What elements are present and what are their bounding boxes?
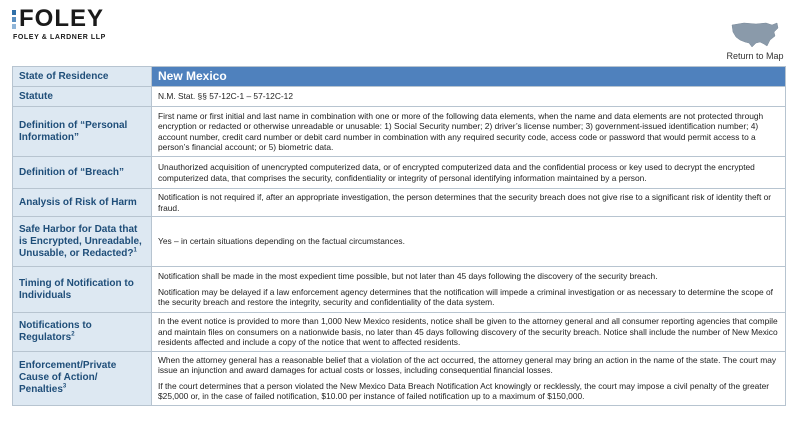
row-label-text: Enforcement/Private Cause of Action/ Penalties (19, 360, 117, 395)
row-value (152, 217, 786, 267)
row-value-paragraph: Notification may be delayed if a law enforcement agency determines that the notification will impede a criminal investigation or as necessary to determine the scope of the security breach and restore the integrity, security and confidentiality of the data system. (158, 286, 773, 308)
row-value-paragraph: Yes – in certain situations depending on the factual circumstances. (158, 236, 405, 247)
row-label (13, 267, 152, 313)
state-law-table (12, 66, 786, 406)
row-label (13, 351, 152, 405)
row-value (152, 189, 786, 217)
row-value-paragraph: Unauthorized acquisition of unencrypted computerized data, or of encrypted computerized data and the confidential process or key used to decrypt the encrypted computerized data, that comprises the security, confidentiality or integrity of personal identifying information maintained by a person. (158, 162, 755, 183)
table-row (13, 87, 786, 107)
row-value-paragraph: First name or first initial and last name in combination with one or more of the following data elements, when the name and data elements are not protected through encryption or redacted or otherwise unreadable or unusable: 1) Social Security number; 2) driver’s license number; 3) government-issued identification number; 4) account number, credit card number or debit card number in combination with any required security code, access code or password that would permit access to a person’s financial account; or 5) biometric data. (158, 110, 764, 152)
table-row (13, 157, 786, 189)
row-label-text: Timing of Notification to Individuals (19, 277, 134, 301)
state-name-cell (152, 67, 786, 87)
row-value (152, 87, 786, 107)
row-label (13, 107, 152, 157)
row-label-text: State of Residence (19, 70, 109, 82)
row-label (13, 189, 152, 217)
row-value-paragraph: In the event notice is provided to more than 1,000 New Mexico residents, notice shall be given to the attorney general and all consumer reporting agencies that compile and maintain files on consumers on a nationwide basis, no later than 45 days following discovery of the security breach. Notice shall include the number of New Mexico residents affected and include a copy of the notice that went to affected residents. (158, 316, 778, 347)
row-label (13, 67, 152, 87)
row-label (13, 217, 152, 267)
row-value (152, 267, 786, 313)
table-row (13, 189, 786, 217)
table-row (13, 107, 786, 157)
footnote-ref: 3 (62, 383, 67, 390)
table-row (13, 351, 786, 405)
logo-subtitle: FOLEY & LARDNER LLP (13, 34, 106, 41)
row-value (152, 313, 786, 352)
footnote-ref: 1 (133, 247, 137, 254)
row-label-text: Safe Harbor for Data that is Encrypted, Unreadable, Unusable, or Redacted? (19, 223, 142, 259)
row-value-paragraph: Notification shall be made in the most expedient time possible, but not later than 45 days following the discovery of the security breach. (158, 271, 658, 282)
return-to-map-link[interactable] (725, 20, 785, 61)
row-value-paragraph: New Mexico (158, 69, 227, 84)
row-value-paragraph: If the court determines that a person violated the New Mexico Data Breach Notification Act knowingly or recklessly, the court may impose a civil penalty of the greater $25,000 or, in the case of failed notification, $10.00 per instance of failed notification up to a maximum of $150,000. (158, 380, 770, 401)
return-to-map-label: Return to Map (726, 51, 784, 61)
logo-bars-icon (12, 10, 16, 29)
table-row (13, 313, 786, 352)
row-label (13, 157, 152, 189)
row-value (152, 107, 786, 157)
row-label-text: Notifications to Regulators (19, 319, 92, 343)
row-value-paragraph: Notification is not required if, after an appropriate investigation, the person determines that the security breach does not give rise to a significant risk of identity theft or fraud. (158, 192, 772, 213)
table-row (13, 267, 786, 313)
row-label-text: Definition of “Personal Information” (19, 119, 128, 143)
us-map-icon (730, 20, 780, 50)
row-value-paragraph: When the attorney general has a reasonable belief that a violation of the act occurred, the attorney general may bring an action in the name of the state. The court may issue an injunction and award damages for actual costs or losses, including consequential financial losses. (158, 354, 777, 375)
row-value (152, 157, 786, 189)
row-label (13, 87, 152, 107)
table-row (13, 67, 786, 87)
page-header (0, 0, 799, 66)
logo-wordmark: FOLEY (19, 5, 105, 32)
row-label (13, 313, 152, 352)
row-value-paragraph: N.M. Stat. §§ 57-12C-1 – 57-12C-12 (158, 91, 293, 102)
table-row (13, 217, 786, 267)
row-label-text: Definition of “Breach” (19, 166, 125, 178)
row-value (152, 351, 786, 405)
footnote-ref: 2 (71, 331, 75, 338)
foley-logo[interactable] (12, 5, 106, 41)
row-label-text: Statute (19, 90, 53, 102)
row-label-text: Analysis of Risk of Harm (19, 196, 137, 208)
